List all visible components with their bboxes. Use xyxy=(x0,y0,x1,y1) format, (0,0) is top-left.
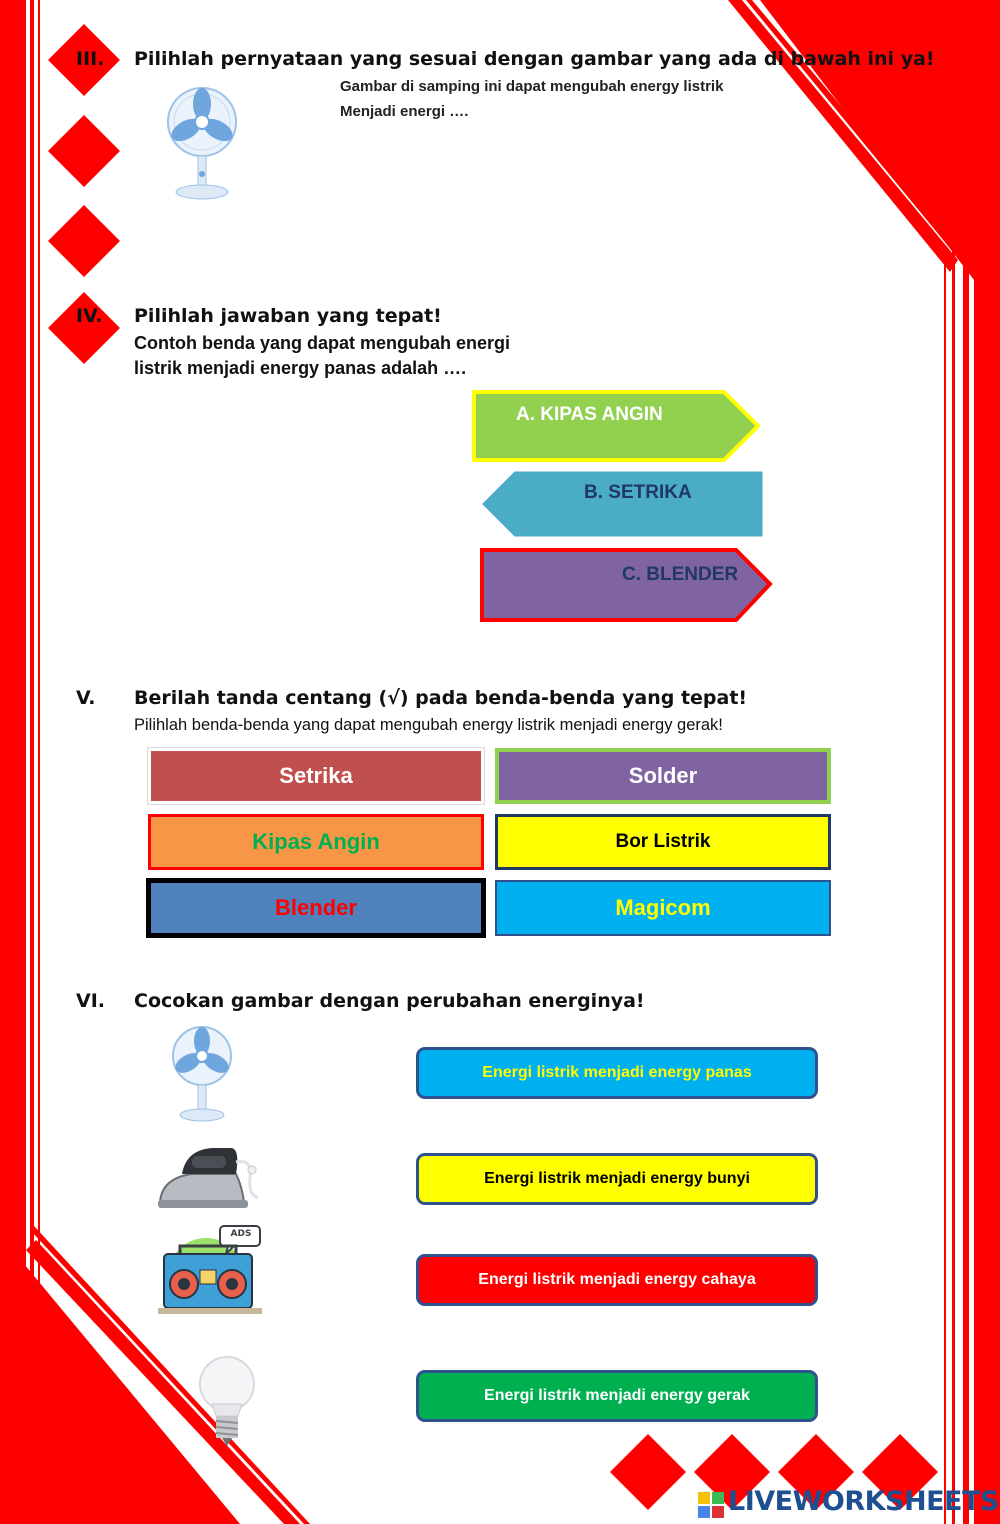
liveworksheets-logo xyxy=(698,1484,999,1520)
option-a-kipas-angin[interactable] xyxy=(470,388,764,464)
item-solder[interactable] xyxy=(495,748,831,804)
item-magicom-label: Magicom xyxy=(615,895,711,920)
fan-icon xyxy=(160,84,244,204)
radio-image[interactable] xyxy=(150,1224,270,1318)
fan-icon[interactable] xyxy=(166,1024,238,1124)
section-vi-number: VI. xyxy=(76,990,105,1012)
radio-badge-text: ADS xyxy=(230,1229,252,1239)
item-setrika[interactable] xyxy=(148,748,484,804)
section-iv-number: IV. xyxy=(76,305,103,327)
brand-text: LIVEWORKSHEETS xyxy=(728,1486,999,1517)
section-v-title: Berilah tanda centang (√) pada benda-benda yang tepat! xyxy=(134,687,748,709)
item-setrika-label: Setrika xyxy=(279,763,353,788)
item-magicom[interactable] xyxy=(495,880,831,936)
option-c-label: C. BLENDER xyxy=(622,564,739,585)
section-iv-line2: listrik menjadi energy panas adalah …. xyxy=(134,358,467,378)
item-kipas-angin-label: Kipas Angin xyxy=(252,829,380,854)
answer-cahaya-label: Energi listrik menjadi energy cahaya xyxy=(478,1271,756,1288)
section-v-number: V. xyxy=(76,687,96,709)
answer-panas[interactable] xyxy=(416,1047,818,1099)
lightbulb-icon[interactable] xyxy=(196,1354,258,1448)
item-bor-listrik-label: Bor Listrik xyxy=(615,831,711,852)
item-blender[interactable] xyxy=(146,878,486,938)
option-b-label: B. SETRIKA xyxy=(584,482,692,503)
option-c-blender[interactable] xyxy=(478,546,774,626)
item-bor-listrik[interactable] xyxy=(495,814,831,870)
section-iii-title: Pilihlah pernyataan yang sesuai dengan gambar yang ada di bawah ini ya! xyxy=(134,48,935,70)
section-iv-line1: Contoh benda yang dapat mengubah energi xyxy=(134,333,511,353)
answer-cahaya[interactable] xyxy=(416,1254,818,1306)
arrow-right-shape xyxy=(478,546,774,626)
option-b-setrika[interactable] xyxy=(474,466,768,542)
section-v-subtitle: Pilihlah benda-benda yang dapat mengubah energy listrik menjadi energy gerak! xyxy=(134,716,723,734)
iron-icon[interactable] xyxy=(152,1138,262,1218)
logo-blocks-icon xyxy=(698,1492,724,1518)
option-a-label: A. KIPAS ANGIN xyxy=(516,404,663,425)
section-vi-title: Cocokan gambar dengan perubahan energinya! xyxy=(134,990,645,1012)
section-iii-number: III. xyxy=(76,48,105,70)
arrow-right-shape xyxy=(470,388,764,464)
item-solder-label: Solder xyxy=(628,763,698,788)
item-kipas-angin[interactable] xyxy=(148,814,484,870)
answer-bunyi[interactable] xyxy=(416,1153,818,1205)
section-iii-line2: Menjadi energi …. xyxy=(340,103,469,120)
answer-panas-label: Energi listrik menjadi energy panas xyxy=(482,1064,752,1081)
answer-gerak[interactable] xyxy=(416,1370,818,1422)
section-iii-line1: Gambar di samping ini dapat mengubah energy listrik xyxy=(340,78,724,95)
item-blender-label: Blender xyxy=(275,895,357,920)
answer-gerak-label: Energi listrik menjadi energy gerak xyxy=(484,1387,750,1404)
answer-bunyi-label: Energi listrik menjadi energy bunyi xyxy=(484,1170,750,1187)
arrow-left-shape xyxy=(474,466,768,542)
section-iv-title: Pilihlah jawaban yang tepat! xyxy=(134,305,442,327)
